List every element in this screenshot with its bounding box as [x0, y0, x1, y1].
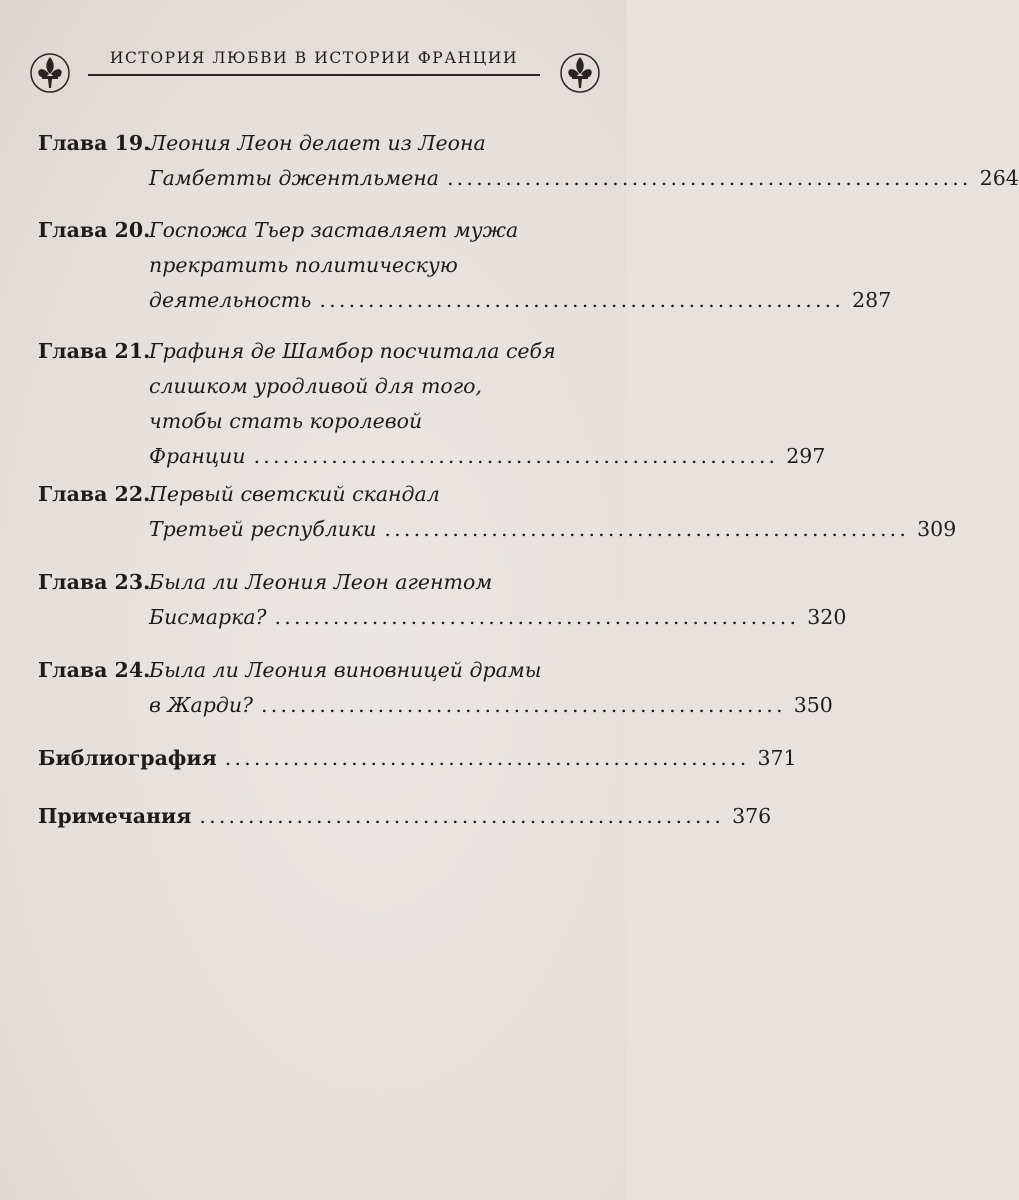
section-label: Библиография [38, 746, 217, 770]
chapter-number: Глава 22. [38, 482, 151, 506]
chapter-title-line: в Жарди? [149, 693, 254, 717]
page-number: 320 [807, 605, 847, 629]
chapter-title-line: Третьей республики [149, 517, 377, 541]
toc-entry-chapter-24[interactable] [38, 653, 833, 723]
section-label: Примечания [38, 804, 192, 828]
dot-leader: ...................................................... [253, 444, 779, 468]
page-number: 309 [917, 517, 957, 541]
chapter-number: Глава 23. [38, 570, 151, 594]
chapter-title-line: деятельность [149, 288, 312, 312]
page-number: 371 [757, 746, 797, 770]
page-number: 264 [979, 166, 1019, 190]
fleur-de-lis-icon [30, 50, 70, 96]
fleur-de-lis-icon [560, 50, 600, 96]
chapter-title-line: Была ли Леония Леон агентом [149, 570, 493, 594]
dot-leader: ...................................................... [446, 166, 972, 190]
chapter-title-line: чтобы стать королевой [149, 409, 423, 433]
chapter-title-line: слишком уродливой для того, [149, 374, 482, 398]
chapter-number: Глава 19. [38, 131, 151, 155]
chapter-title-line: Графиня де Шамбор посчитала себя [149, 339, 556, 363]
dot-leader: ...................................................... [274, 605, 800, 629]
header-rule [88, 74, 540, 76]
toc-entry-chapter-21[interactable] [38, 334, 826, 474]
toc-entry-notes[interactable] [38, 799, 772, 834]
dot-leader: ...................................................... [384, 517, 910, 541]
chapter-number: Глава 24. [38, 658, 151, 682]
chapter-title-line: Госпожа Тьер заставляет мужа [149, 218, 519, 242]
dot-leader: ...................................................... [224, 746, 750, 770]
chapter-number: Глава 20. [38, 218, 151, 242]
chapter-title-line: Леония Леон делает из Леона [149, 131, 486, 155]
chapter-title-line: Была ли Леония виновницей драмы [149, 658, 542, 682]
chapter-number: Глава 21. [38, 339, 151, 363]
dot-leader: ...................................................... [319, 288, 845, 312]
page-number: 376 [732, 804, 772, 828]
toc-entry-chapter-22[interactable] [38, 477, 957, 547]
running-header-title: ИСТОРИЯ ЛЮБВИ В ИСТОРИИ ФРАНЦИИ [109, 49, 519, 67]
chapter-title-line: прекратить политическую [149, 253, 458, 277]
running-header [24, 44, 602, 100]
chapter-title-line: Франции [149, 444, 246, 468]
toc-entry-chapter-19[interactable] [38, 126, 1019, 196]
page-number: 350 [793, 693, 833, 717]
chapter-title-line: Первый светский скандал [149, 482, 440, 506]
toc-entry-chapter-20[interactable] [38, 213, 892, 318]
page-number: 287 [852, 288, 892, 312]
chapter-title-line: Бисмарка? [149, 605, 267, 629]
page-number: 297 [786, 444, 826, 468]
toc-entry-bibliography[interactable] [38, 741, 797, 776]
chapter-title-line: Гамбетты джентльмена [149, 166, 439, 190]
toc-entry-chapter-23[interactable] [38, 565, 847, 635]
dot-leader: ...................................................... [261, 693, 786, 717]
dot-leader: ...................................................... [199, 804, 725, 828]
